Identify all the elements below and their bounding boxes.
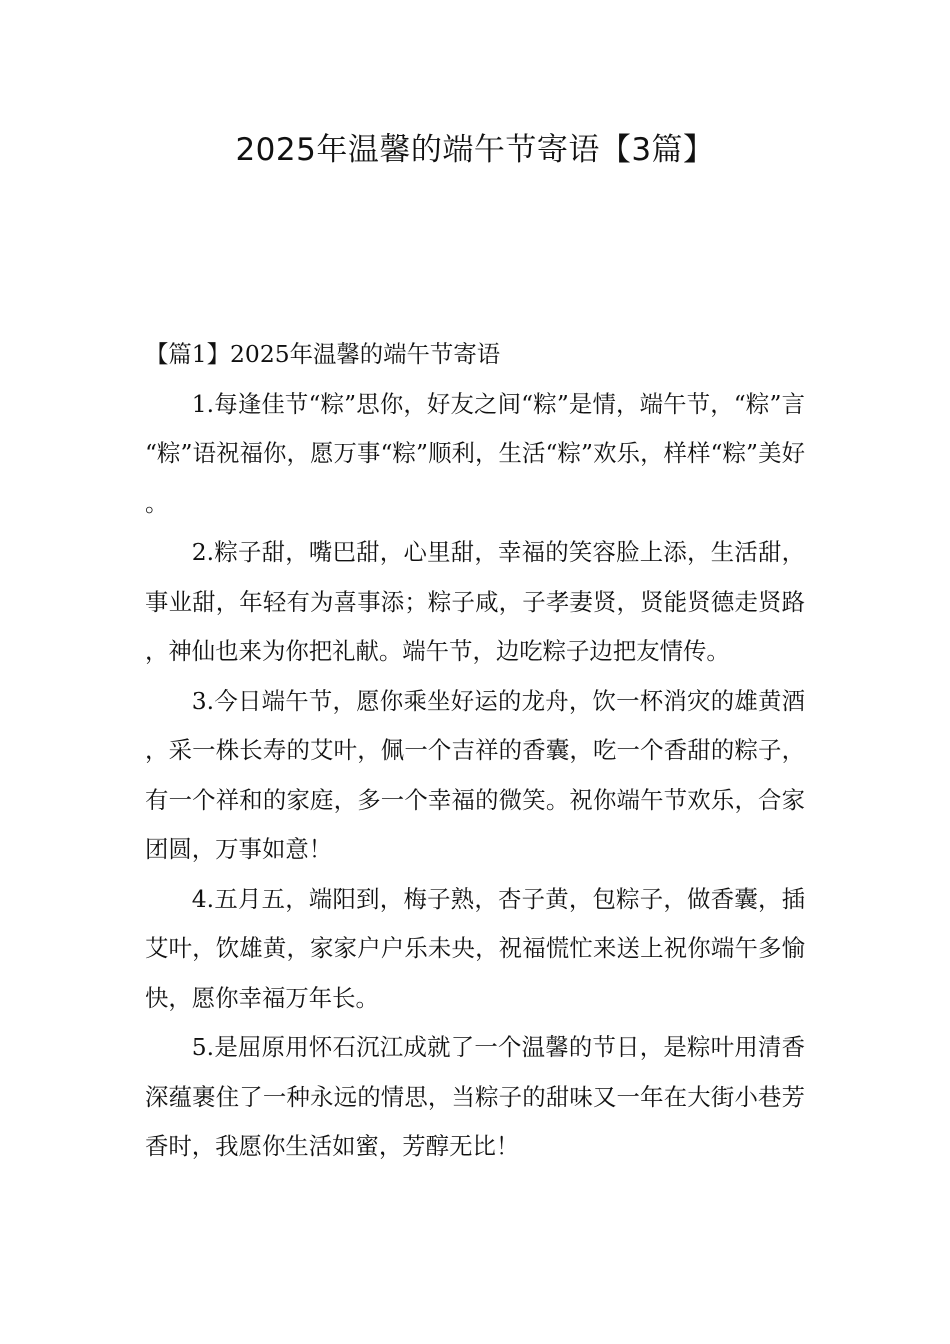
- document-body: [145, 330, 805, 1172]
- paragraph-4: 4.五月五，端阳到，梅子熟，杏子黄，包粽子，做香囊，插艾叶，饮雄黄，家家户户乐未央，祝福慌忙来送上祝你端午多愉快，愿你幸福万年长。: [145, 884, 805, 1012]
- paragraph-5: 5.是屈原用怀石沉江成就了一个温馨的节日，是粽叶用清香深蕴裹住了一种永远的情思，当粽子的甜味又一年在大街小巷芳香时，我愿你生活如蜜，芳醇无比！: [145, 1033, 805, 1160]
- section-heading: 【篇1】2025年温馨的端午节寄语: [145, 340, 501, 368]
- document-title: 2025年温馨的端午节寄语【3篇】: [235, 132, 715, 168]
- paragraph-2: 2.粽子甜，嘴巴甜，心里甜，幸福的笑容脸上添，生活甜，事业甜，年轻有为喜事添；粽子咸，子孝妻贤，贤能贤德走贤路，神仙也来为你把礼献。端午节，边吃粽子边把友情传。: [145, 538, 805, 665]
- paragraph-3: 3.今日端午节，愿你乘坐好运的龙舟，饮一杯消灾的雄黄酒，采一株长寿的艾叶，佩一个吉祥的香囊，吃一个香甜的粽子，有一个祥和的家庭，多一个幸福的微笑。祝你端午节欢乐，合家团圆，万事如意！: [145, 686, 805, 863]
- paragraph-1: 1.每逢佳节“粽”思你，好友之间“粽”是情，端午节，“粽”言“粽”语祝福你，愿万事“粽”顺利，生活“粽”欢乐，样样“粽”美好。: [145, 389, 805, 517]
